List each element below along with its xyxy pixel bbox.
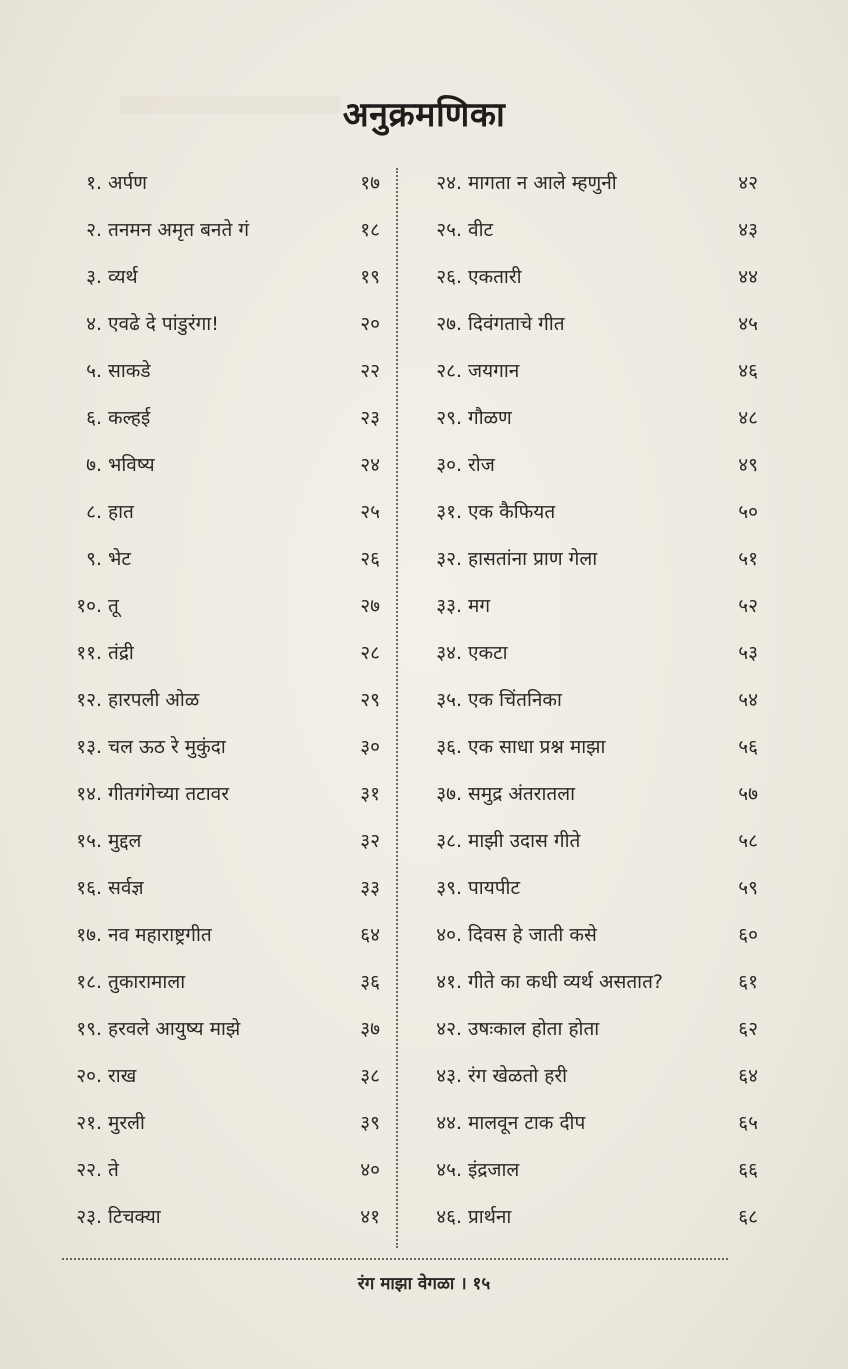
entry-number: ३. <box>86 266 102 288</box>
entry-page-number: ६२ <box>738 1018 758 1040</box>
entry-page-number: २८ <box>360 642 380 664</box>
page-footer: रंग माझा वेगळा । १५ <box>357 1274 491 1294</box>
entry-number: १५. <box>76 830 102 852</box>
entry-title: माझी उदास गीते <box>468 830 581 852</box>
entry-number: ४६. <box>436 1206 462 1228</box>
contents-entry <box>50 489 380 536</box>
entry-title: व्यर्थ <box>108 266 138 288</box>
contents-entry <box>418 1147 758 1194</box>
entry-title: इंद्रजाल <box>468 1159 520 1181</box>
contents-entry <box>50 1147 380 1194</box>
entry-page-number: १९ <box>360 266 380 288</box>
entry-page-number: ५१ <box>738 548 758 570</box>
entry-title: तंद्री <box>108 642 134 664</box>
entry-title: साकडे <box>108 360 151 382</box>
entry-title: टिचक्या <box>108 1206 161 1228</box>
entry-number: ११. <box>76 642 102 664</box>
contents-entry <box>50 912 380 959</box>
entry-title: सर्वज्ञ <box>108 877 144 899</box>
contents-entry <box>50 1100 380 1147</box>
contents-entry <box>418 630 758 677</box>
contents-entry <box>418 1006 758 1053</box>
entry-page-number: ४८ <box>738 407 758 429</box>
entry-title: भविष्य <box>108 454 155 476</box>
entry-title: तुकारामाला <box>108 971 186 993</box>
entry-number: १३. <box>76 736 102 758</box>
contents-entry <box>418 207 758 254</box>
entry-page-number: ५९ <box>738 877 758 899</box>
entry-page-number: ३१ <box>360 783 380 805</box>
contents-entry <box>50 395 380 442</box>
entry-page-number: ६८ <box>738 1206 758 1228</box>
contents-entry <box>418 348 758 395</box>
entry-page-number: ६१ <box>738 971 758 993</box>
entry-page-number: ६४ <box>360 924 380 946</box>
entry-number: ९. <box>86 548 102 570</box>
entry-page-number: १८ <box>360 219 380 241</box>
entry-number: ३२. <box>436 548 462 570</box>
entry-title: अर्पण <box>108 172 148 194</box>
entry-title: हात <box>108 501 134 523</box>
entry-number: १०. <box>76 595 102 617</box>
entry-page-number: ४५ <box>738 313 758 335</box>
contents-entry <box>418 1100 758 1147</box>
entry-number: २५. <box>436 219 462 241</box>
entry-page-number: २२ <box>360 360 380 382</box>
entry-number: १९. <box>76 1018 102 1040</box>
entry-title: एक कैफियत <box>468 501 556 523</box>
entry-number: ४१. <box>436 971 462 993</box>
entry-title: एकटा <box>468 642 508 664</box>
entry-page-number: ४१ <box>360 1206 380 1228</box>
entry-page-number: ३६ <box>360 971 380 993</box>
entry-title: राख <box>108 1065 137 1087</box>
contents-entry <box>50 865 380 912</box>
contents-entry <box>418 583 758 630</box>
contents-entry <box>50 959 380 1006</box>
entry-number: ३०. <box>436 454 462 476</box>
entry-number: ३३. <box>436 595 462 617</box>
entry-page-number: २६ <box>360 548 380 570</box>
entry-title: जयगान <box>468 360 520 382</box>
contents-entry <box>50 1006 380 1053</box>
entry-number: ४०. <box>436 924 462 946</box>
entry-page-number: ३३ <box>360 877 380 899</box>
contents-entry <box>418 724 758 771</box>
contents-entry <box>418 1053 758 1100</box>
entry-page-number: १७ <box>360 172 380 194</box>
entry-title: भेट <box>108 548 131 570</box>
entry-title: एक चिंतनिका <box>468 689 562 711</box>
entry-number: ५. <box>86 360 102 382</box>
entry-page-number: ५६ <box>738 736 758 758</box>
contents-entry <box>418 489 758 536</box>
entry-number: २३. <box>76 1206 102 1228</box>
contents-entry <box>50 160 380 207</box>
entry-number: ३१. <box>436 501 462 523</box>
entry-title: मग <box>468 595 491 617</box>
entry-page-number: ५० <box>738 501 758 523</box>
entry-page-number: २३ <box>360 407 380 429</box>
contents-entry <box>418 677 758 724</box>
contents-entry <box>418 912 758 959</box>
entry-title: ते <box>108 1159 119 1181</box>
entry-number: २८. <box>436 360 462 382</box>
entry-title: प्रार्थना <box>468 1206 512 1228</box>
contents-entry <box>50 630 380 677</box>
entry-title: नव महाराष्ट्रगीत <box>108 924 212 946</box>
entry-title: गौळण <box>468 407 512 429</box>
entry-title: एवढे दे पांडुरंगा! <box>108 313 219 335</box>
entry-number: ३४. <box>436 642 462 664</box>
contents-column-right <box>418 160 758 1241</box>
entry-page-number: ४२ <box>738 172 758 194</box>
contents-entry <box>50 1053 380 1100</box>
entry-title: कल्हई <box>108 407 151 429</box>
entry-page-number: २७ <box>360 595 380 617</box>
entry-number: ३९. <box>436 877 462 899</box>
entry-page-number: ५३ <box>738 642 758 664</box>
entry-number: २१. <box>76 1112 102 1134</box>
contents-entry <box>50 771 380 818</box>
contents-entry <box>50 442 380 489</box>
entry-number: ८. <box>86 501 102 523</box>
contents-entry <box>418 865 758 912</box>
entry-title: मागता न आले म्हणुनी <box>468 172 617 194</box>
entry-title: गीते का कधी व्यर्थ असतात? <box>468 971 664 993</box>
entry-number: ३८. <box>436 830 462 852</box>
contents-entry <box>418 771 758 818</box>
entry-title: मुद्दल <box>108 830 142 852</box>
contents-column-left <box>50 160 380 1241</box>
entry-title: दिवंगताचे गीत <box>468 313 565 335</box>
entry-title: मुरली <box>108 1112 145 1134</box>
entry-page-number: ४६ <box>738 360 758 382</box>
entry-number: १७. <box>76 924 102 946</box>
entry-number: ३५. <box>436 689 462 711</box>
column-divider <box>396 168 398 1248</box>
contents-entry <box>50 1194 380 1241</box>
page-title: अनुक्रमणिका <box>342 95 506 135</box>
entry-number: ३६. <box>436 736 462 758</box>
contents-entry <box>418 301 758 348</box>
entry-page-number: २४ <box>360 454 380 476</box>
entry-title: तनमन अमृत बनते गं <box>108 219 250 241</box>
contents-entry <box>50 536 380 583</box>
contents-entry <box>50 254 380 301</box>
entry-number: १४. <box>76 783 102 805</box>
entry-number: ६. <box>86 407 102 429</box>
entry-page-number: ६५ <box>738 1112 758 1134</box>
entry-title: वीट <box>468 219 494 241</box>
entry-page-number: ५२ <box>738 595 758 617</box>
entry-title: दिवस हे जाती कसे <box>468 924 597 946</box>
entry-title: हारपली ओळ <box>108 689 200 711</box>
entry-number: ४. <box>86 313 102 335</box>
entry-page-number: ३९ <box>360 1112 380 1134</box>
entry-page-number: ६६ <box>738 1159 758 1181</box>
contents-entry <box>418 818 758 865</box>
entry-title: मालवून टाक दीप <box>468 1112 586 1134</box>
entry-number: ७. <box>86 454 102 476</box>
entry-page-number: २९ <box>360 689 380 711</box>
contents-entry <box>50 207 380 254</box>
entry-page-number: ३२ <box>360 830 380 852</box>
entry-number: १. <box>86 172 102 194</box>
entry-page-number: ४३ <box>738 219 758 241</box>
contents-entry <box>418 536 758 583</box>
entry-number: २२. <box>76 1159 102 1181</box>
entry-title: हरवले आयुष्य माझे <box>108 1018 241 1040</box>
footer-divider <box>62 1258 728 1260</box>
entry-number: ४४. <box>436 1112 462 1134</box>
entry-number: २६. <box>436 266 462 288</box>
entry-page-number: ३८ <box>360 1065 380 1087</box>
entry-number: २४. <box>436 172 462 194</box>
entry-number: ३७. <box>436 783 462 805</box>
contents-entry <box>50 677 380 724</box>
entry-number: २. <box>86 219 102 241</box>
entry-title: रंग खेळतो हरी <box>468 1065 568 1087</box>
entry-page-number: ६० <box>738 924 758 946</box>
entry-page-number: ५४ <box>738 689 758 711</box>
entry-page-number: २० <box>360 313 380 335</box>
contents-entry <box>50 301 380 348</box>
entry-title: एकतारी <box>468 266 522 288</box>
entry-number: ४२. <box>436 1018 462 1040</box>
entry-number: ४५. <box>436 1159 462 1181</box>
entry-title: उषःकाल होता होता <box>468 1018 600 1040</box>
contents-entry <box>418 395 758 442</box>
entry-page-number: ४९ <box>738 454 758 476</box>
entry-title: चल ऊठ रे मुकुंदा <box>108 736 226 758</box>
entry-number: १६. <box>76 877 102 899</box>
contents-entry <box>50 724 380 771</box>
entry-number: २०. <box>76 1065 102 1087</box>
entry-number: ४३. <box>436 1065 462 1087</box>
contents-entry <box>418 959 758 1006</box>
entry-page-number: ३७ <box>360 1018 380 1040</box>
contents-entry <box>418 1194 758 1241</box>
entry-number: १८. <box>76 971 102 993</box>
contents-entry <box>50 348 380 395</box>
entry-title: रोज <box>468 454 495 476</box>
entry-page-number: ४० <box>360 1159 380 1181</box>
entry-title: तू <box>108 595 119 617</box>
entry-title: पायपीट <box>468 877 521 899</box>
entry-number: १२. <box>76 689 102 711</box>
entry-title: एक साधा प्रश्न माझा <box>468 736 606 758</box>
entry-page-number: २५ <box>360 501 380 523</box>
entry-page-number: ४४ <box>738 266 758 288</box>
entry-page-number: ६४ <box>738 1065 758 1087</box>
contents-entry <box>50 818 380 865</box>
entry-page-number: ३० <box>360 736 380 758</box>
contents-entry <box>418 254 758 301</box>
entry-page-number: ५८ <box>738 830 758 852</box>
entry-title: हासतांना प्राण गेला <box>468 548 598 570</box>
entry-title: समुद्र अंतरातला <box>468 783 576 805</box>
contents-entry <box>50 583 380 630</box>
entry-title: गीतगंगेच्या तटावर <box>108 783 230 805</box>
contents-entry <box>418 442 758 489</box>
entry-number: २७. <box>436 313 462 335</box>
entry-number: २९. <box>436 407 462 429</box>
entry-page-number: ५७ <box>738 783 758 805</box>
contents-entry <box>418 160 758 207</box>
